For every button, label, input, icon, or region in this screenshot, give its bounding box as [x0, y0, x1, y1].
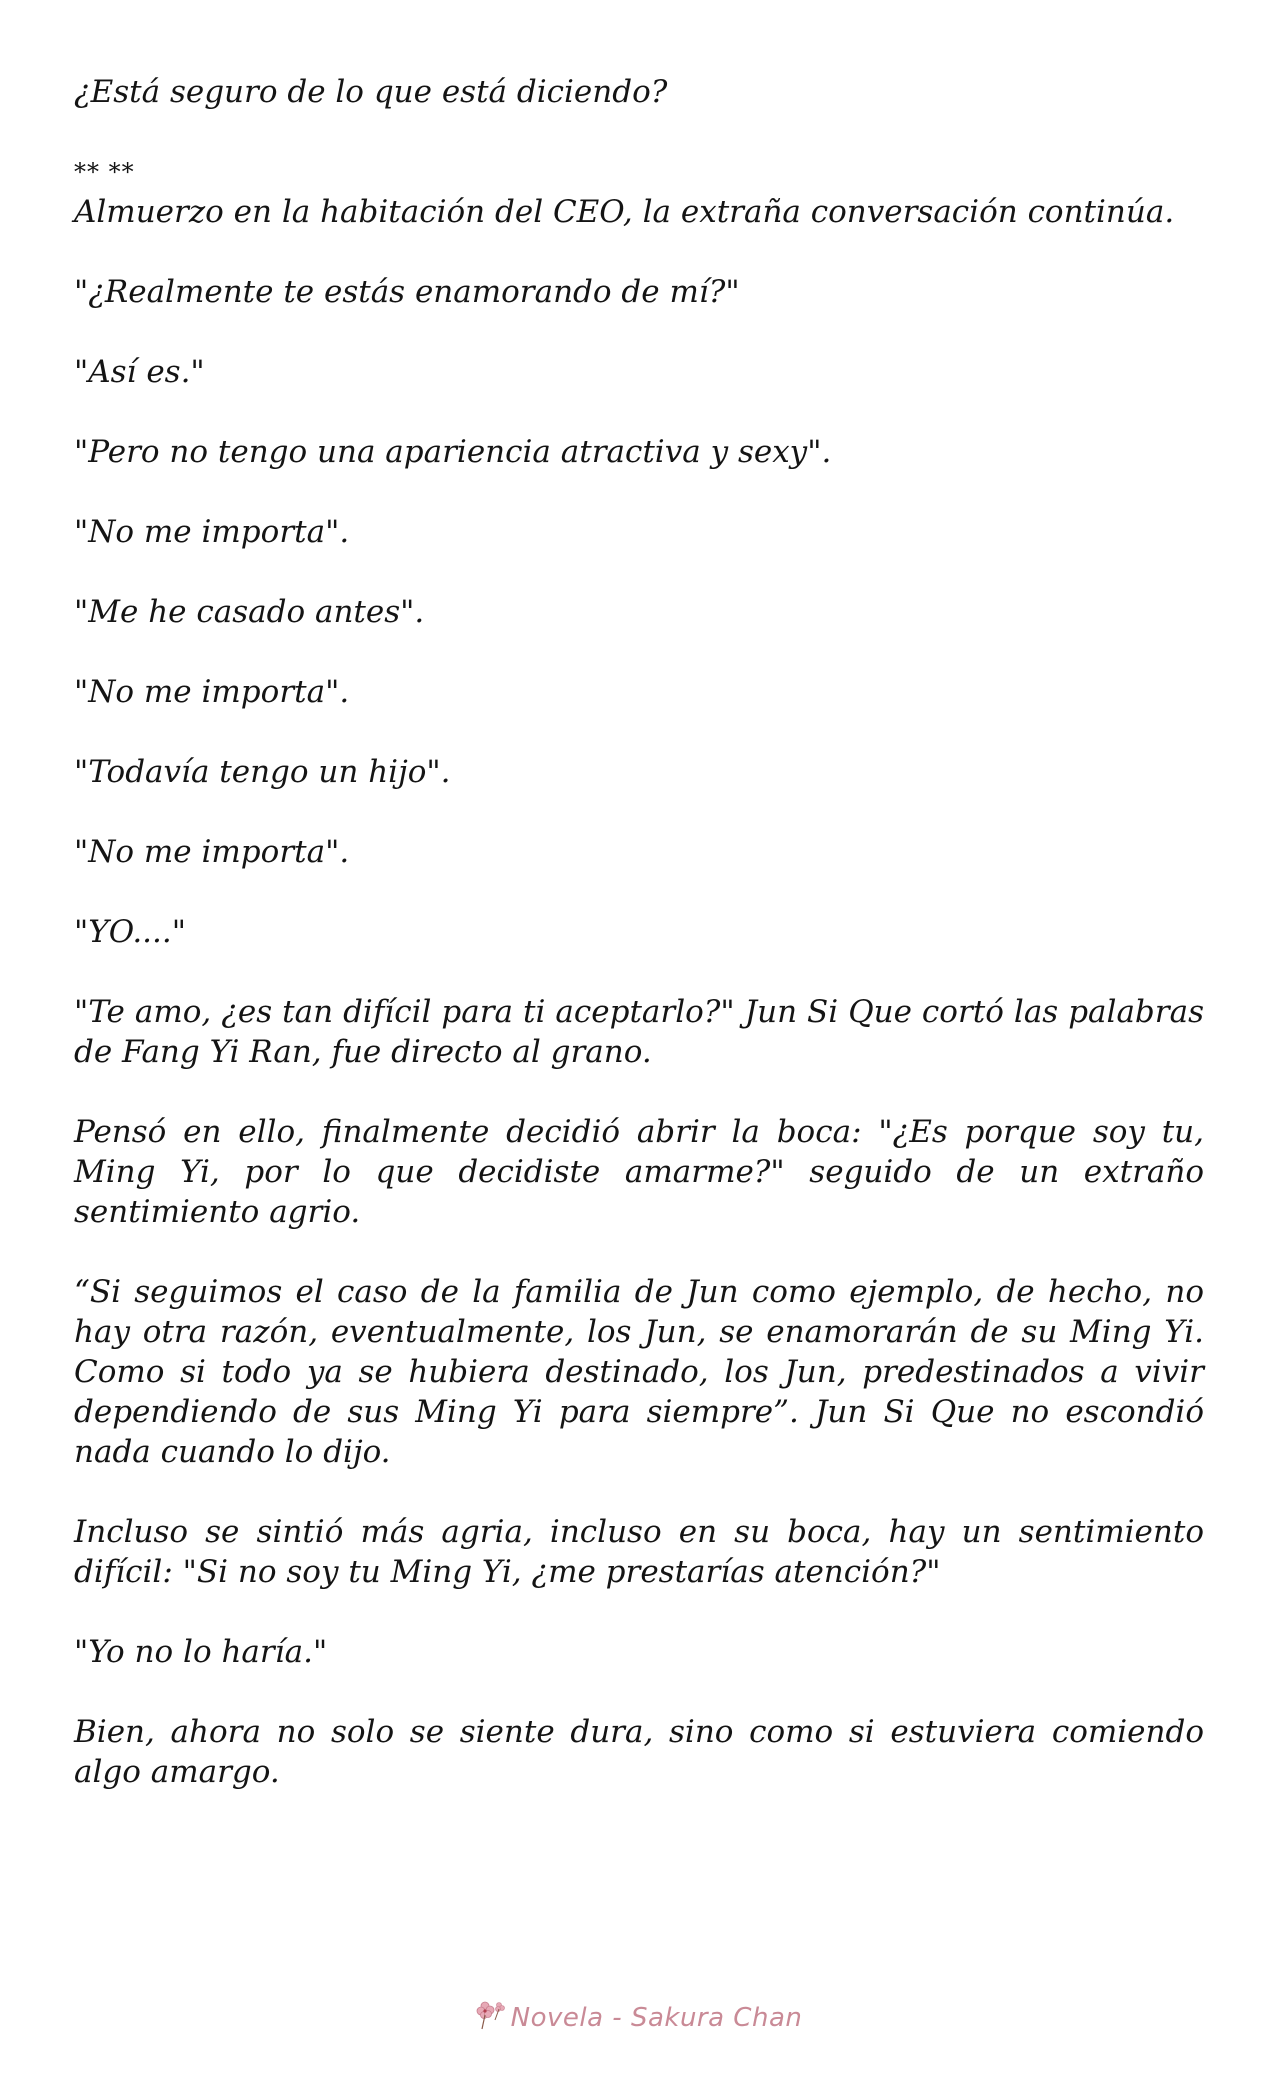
- dialogue-line: "No me importa".: [74, 834, 350, 870]
- dialogue-line: "¿Realmente te estás enamorando de mí?": [74, 274, 740, 310]
- watermark-footer: [0, 1998, 1275, 2033]
- sakura-flower-icon: [473, 1998, 507, 2032]
- dialogue-line: "Así es.": [74, 354, 205, 390]
- dialogue-line: "No me importa".: [74, 514, 350, 550]
- dialogue-line: "No me importa".: [74, 674, 350, 710]
- dialogue-line: "Todavía tengo un hijo".: [74, 754, 451, 790]
- paragraph: Bien, ahora no solo se siente dura, sino como si estuviera comiendo algo amargo.: [74, 1714, 1204, 1790]
- dialogue-line: "Me he casado antes".: [74, 594, 425, 630]
- document-body: [74, 72, 1204, 1832]
- paragraph: Incluso se sintió más agria, incluso en su boca, hay un sentimiento difícil: "Si no soy tu Ming Yi, ¿me prestarías atención?": [74, 1514, 1204, 1590]
- paragraph: Pensó en ello, finalmente decidió abrir la boca: "¿Es porque soy tu, Ming Yi, por lo que decidiste amarme?" seguido de un extraño sentimiento agrio.: [74, 1114, 1204, 1230]
- dialogue-line: "Pero no tengo una apariencia atractiva y sexy".: [74, 434, 832, 470]
- dialogue-line: "Yo no lo haría.": [74, 1634, 328, 1670]
- paragraph: "Te amo, ¿es tan difícil para ti aceptarlo?" Jun Si Que cortó las palabras de Fang Yi Ran, fue directo al grano.: [74, 994, 1204, 1070]
- scene-separator: ** **: [74, 158, 135, 186]
- dialogue-line: "YO....": [74, 914, 186, 950]
- watermark-text: Novela - Sakura Chan: [510, 2003, 803, 2033]
- paragraph: Almuerzo en la habitación del CEO, la extraña conversación continúa.: [74, 194, 1175, 230]
- paragraph: ¿Está seguro de lo que está diciendo?: [74, 74, 668, 110]
- paragraph: “Si seguimos el caso de la familia de Jun como ejemplo, de hecho, no hay otra razón, eventualmente, los Jun, se enamorarán de su Ming Yi. Como si todo ya se hubiera destinado, los Jun, predestinados a vivir dependiendo de sus Ming Yi para siempre”. Jun Si Que no escondió nada cuando lo dijo.: [74, 1274, 1204, 1470]
